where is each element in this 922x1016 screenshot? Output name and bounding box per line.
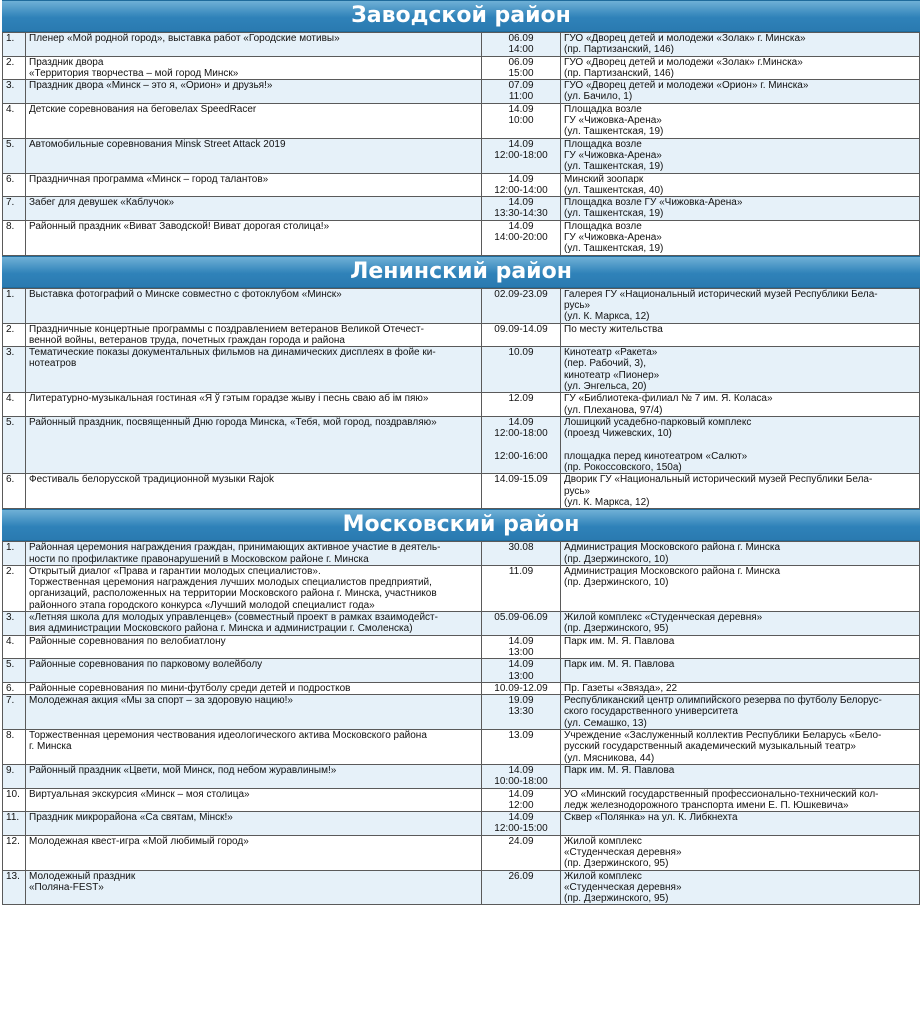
event-name: Праздник двора «Минск – это я, «Орион» и друзья!» xyxy=(26,80,482,104)
event-place: Площадка возле ГУ «Чижовка-Арена» (ул. Ташкентская, 19) xyxy=(561,220,920,255)
event-date: 06.09 14:00 xyxy=(482,33,561,57)
event-name: Районная церемония награждения граждан, принимающих активное участие в деятель- ности по профилактике правонарушений в Московском районе г. Минска xyxy=(26,542,482,566)
event-place: УО «Минский государственный профессионально-технический кол- ледж железнодорожного транспорта имени Е. П. Юшкевича» xyxy=(561,788,920,812)
event-date: 02.09-23.09 xyxy=(482,288,561,323)
event-place: Парк им. М. Я. Павлова xyxy=(561,635,920,659)
event-place: Республиканский центр олимпийского резерва по футболу Белорус- ского государственного университета (ул. Семашко, 13) xyxy=(561,695,920,730)
event-name: Районный праздник «Цвети, мой Минск, под небом журавлиным!» xyxy=(26,764,482,788)
event-name: Пленер «Мой родной город», выставка работ «Городские мотивы» xyxy=(26,33,482,57)
event-row xyxy=(3,220,920,255)
event-date: 14.09-15.09 xyxy=(482,474,561,509)
event-number: 6. xyxy=(3,474,26,509)
event-name: Фестиваль белорусской традиционной музыки Rajok xyxy=(26,474,482,509)
event-row xyxy=(3,347,920,393)
event-number: 1. xyxy=(3,288,26,323)
event-place: ГУ «Библиотека-филиал № 7 им. Я. Коласа» (ул. Плеханова, 97/4) xyxy=(561,393,920,417)
event-row xyxy=(3,659,920,683)
event-name: Праздник микрорайона «Са святам, Мінск!» xyxy=(26,812,482,836)
event-row xyxy=(3,33,920,57)
event-place: Кинотеатр «Ракета» (пер. Рабочий, 3), кинотеатр «Пионер» (ул. Энгельса, 20) xyxy=(561,347,920,393)
event-number: 4. xyxy=(3,103,26,138)
section-leninsky xyxy=(2,256,920,510)
event-name: Забег для девушек «Каблучок» xyxy=(26,197,482,221)
event-place: Учреждение «Заслуженный коллектив Республики Беларусь «Бело- русский государственный академический музыкальный театр» (ул. Мясникова, 44) xyxy=(561,730,920,765)
event-number: 6. xyxy=(3,173,26,197)
event-date: 10.09 xyxy=(482,347,561,393)
event-date: 06.09 15:00 xyxy=(482,56,561,80)
event-name: Открытый диалог «Права и гарантии молодых специалистов». Торжественная церемония награждения лучших молодых специалистов предприятий, организаций, расположенных на территории Московского района г. Минска, участников районного этапа городского конкурса «Лучший молодой специалист года» xyxy=(26,565,482,611)
event-number: 3. xyxy=(3,347,26,393)
district-title: Ленинский район xyxy=(2,256,920,288)
event-name: Районные соревнования по мини-футболу среди детей и подростков xyxy=(26,682,482,694)
event-row xyxy=(3,197,920,221)
event-date: 14.09 10:00-18:00 xyxy=(482,764,561,788)
event-name: Молодежная акция «Мы за спорт – за здоровую нацию!» xyxy=(26,695,482,730)
event-place: Жилой комплекс «Студенческая деревня» (пр. Дзержинского, 95) xyxy=(561,870,920,905)
district-title: Заводской район xyxy=(2,0,920,32)
event-date: 14.09 13:00 xyxy=(482,659,561,683)
event-row xyxy=(3,474,920,509)
event-date: 14.09 10:00 xyxy=(482,103,561,138)
event-place: Жилой комплекс «Студенческая деревня» (пр. Дзержинского, 95) xyxy=(561,835,920,870)
event-row xyxy=(3,870,920,905)
event-row xyxy=(3,788,920,812)
event-number: 8. xyxy=(3,220,26,255)
section-zavodskoy xyxy=(2,0,920,256)
event-date: 26.09 xyxy=(482,870,561,905)
event-place: Администрация Московского района г. Минска (пр. Дзержинского, 10) xyxy=(561,565,920,611)
event-place: Галерея ГУ «Национальный исторический музей Республики Бела- русь» (ул. К. Маркса, 12) xyxy=(561,288,920,323)
event-place: Сквер «Полянка» на ул. К. Либкнехта xyxy=(561,812,920,836)
event-row xyxy=(3,173,920,197)
event-row xyxy=(3,288,920,323)
event-date: 30.08 xyxy=(482,542,561,566)
event-number: 8. xyxy=(3,730,26,765)
event-date: 14.09 12:00 xyxy=(482,788,561,812)
event-date: 14.09 12:00-15:00 xyxy=(482,812,561,836)
event-row xyxy=(3,565,920,611)
event-row xyxy=(3,695,920,730)
event-place: Парк им. М. Я. Павлова xyxy=(561,659,920,683)
event-row xyxy=(3,542,920,566)
event-row xyxy=(3,393,920,417)
event-date: 11.09 xyxy=(482,565,561,611)
event-place: Жилой комплекс «Студенческая деревня» (пр. Дзержинского, 95) xyxy=(561,612,920,636)
event-row xyxy=(3,138,920,173)
event-place: Минский зоопарк (ул. Ташкентская, 40) xyxy=(561,173,920,197)
event-date: 14.09 12:00-18:00 xyxy=(482,138,561,173)
event-number: 2. xyxy=(3,56,26,80)
event-place: ГУО «Дворец детей и молодежи «Золак» г.Минска» (пр. Партизанский, 146) xyxy=(561,56,920,80)
section-moskovsky xyxy=(2,509,920,905)
event-number: 4. xyxy=(3,393,26,417)
event-name: Праздничные концертные программы с поздравлением ветеранов Великой Отечест- венной войны, ветеранов труда, почетных граждан города и района xyxy=(26,323,482,347)
event-date: 19.09 13:30 xyxy=(482,695,561,730)
event-row xyxy=(3,635,920,659)
event-number: 2. xyxy=(3,565,26,611)
event-date: 14.09 14:00-20:00 xyxy=(482,220,561,255)
events-table xyxy=(2,541,920,905)
event-place: ГУО «Дворец детей и молодежи «Орион» г. Минска» (ул. Бачило, 1) xyxy=(561,80,920,104)
event-number: 6. xyxy=(3,682,26,694)
event-row xyxy=(3,764,920,788)
event-name: Выставка фотографий о Минске совместно с фотоклубом «Минск» xyxy=(26,288,482,323)
event-row xyxy=(3,812,920,836)
event-place: Администрация Московского района г. Минска (пр. Дзержинского, 10) xyxy=(561,542,920,566)
event-name: Детские соревнования на беговелах SpeedRacer xyxy=(26,103,482,138)
event-row xyxy=(3,323,920,347)
event-name: «Летняя школа для молодых управленцев» (совместный проект в рамках взаимодейст- вия администрации Московского района г. Минска и администрации г. Смоленска) xyxy=(26,612,482,636)
event-number: 1. xyxy=(3,33,26,57)
event-date: 05.09-06.09 xyxy=(482,612,561,636)
event-date: 13.09 xyxy=(482,730,561,765)
event-name: Тематические показы документальных фильмов на динамических дисплеях в фойе ки- нотеатров xyxy=(26,347,482,393)
event-row xyxy=(3,682,920,694)
event-place: Площадка возле ГУ «Чижовка-Арена» (ул. Ташкентская, 19) xyxy=(561,197,920,221)
event-name: Молодежная квест-игра «Мой любимый город» xyxy=(26,835,482,870)
event-row xyxy=(3,612,920,636)
event-row xyxy=(3,80,920,104)
event-number: 7. xyxy=(3,695,26,730)
event-name: Праздничная программа «Минск – город талантов» xyxy=(26,173,482,197)
event-name: Праздник двора «Территория творчества – мой город Минск» xyxy=(26,56,482,80)
event-number: 12. xyxy=(3,835,26,870)
event-number: 3. xyxy=(3,80,26,104)
event-name: Районные соревнования по велобиатлону xyxy=(26,635,482,659)
event-place: ГУО «Дворец детей и молодежи «Золак» г. Минска» (пр. Партизанский, 146) xyxy=(561,33,920,57)
event-place: Дворик ГУ «Национальный исторический музей Республики Бела- русь» (ул. К. Маркса, 12) xyxy=(561,474,920,509)
events-table xyxy=(2,288,920,510)
event-number: 9. xyxy=(3,764,26,788)
event-number: 3. xyxy=(3,612,26,636)
event-name: Виртуальная экскурсия «Минск – моя столица» xyxy=(26,788,482,812)
event-row xyxy=(3,56,920,80)
event-name: Автомобильные соревнования Minsk Street Attack 2019 xyxy=(26,138,482,173)
event-date: 14.09 13:30-14:30 xyxy=(482,197,561,221)
event-place: Площадка возле ГУ «Чижовка-Арена» (ул. Ташкентская, 19) xyxy=(561,138,920,173)
event-name: Районный праздник «Виват Заводской! Виват дорогая столица!» xyxy=(26,220,482,255)
event-place: Пр. Газеты «Звязда», 22 xyxy=(561,682,920,694)
event-date: 24.09 xyxy=(482,835,561,870)
event-place: По месту жительства xyxy=(561,323,920,347)
event-name: Литературно-музыкальная гостиная «Я ў гэтым горадзе жыву і песнь сваю аб ім пяю» xyxy=(26,393,482,417)
event-date: 09.09-14.09 xyxy=(482,323,561,347)
event-date: 14.09 13:00 xyxy=(482,635,561,659)
event-name: Районный праздник, посвященный Дню города Минска, «Тебя, мой город, поздравляю» xyxy=(26,416,482,473)
event-row xyxy=(3,103,920,138)
event-number: 7. xyxy=(3,197,26,221)
event-number: 5. xyxy=(3,659,26,683)
event-row xyxy=(3,416,920,473)
event-number: 11. xyxy=(3,812,26,836)
event-date: 12.09 xyxy=(482,393,561,417)
event-name: Молодежный праздник «Поляна-FEST» xyxy=(26,870,482,905)
event-date: 10.09-12.09 xyxy=(482,682,561,694)
event-row xyxy=(3,730,920,765)
event-place: Парк им. М. Я. Павлова xyxy=(561,764,920,788)
event-date: 14.09 12:00-18:00 12:00-16:00 xyxy=(482,416,561,473)
event-number: 13. xyxy=(3,870,26,905)
events-table xyxy=(2,32,920,256)
event-name: Районные соревнования по парковому волейболу xyxy=(26,659,482,683)
event-date: 14.09 12:00-14:00 xyxy=(482,173,561,197)
event-number: 10. xyxy=(3,788,26,812)
event-number: 1. xyxy=(3,542,26,566)
district-title: Московский район xyxy=(2,509,920,541)
event-date: 07.09 11:00 xyxy=(482,80,561,104)
event-place: Лошицкий усадебно-парковый комплекс (проезд Чижевских, 10) площадка перед кинотеатром «Салют» (пр. Рокоссовского, 150а) xyxy=(561,416,920,473)
event-row xyxy=(3,835,920,870)
event-place: Площадка возле ГУ «Чижовка-Арена» (ул. Ташкентская, 19) xyxy=(561,103,920,138)
event-name: Торжественная церемония чествования идеологического актива Московского района г. Минска xyxy=(26,730,482,765)
event-number: 5. xyxy=(3,138,26,173)
event-schedule xyxy=(2,0,920,905)
event-number: 2. xyxy=(3,323,26,347)
event-number: 4. xyxy=(3,635,26,659)
event-number: 5. xyxy=(3,416,26,473)
